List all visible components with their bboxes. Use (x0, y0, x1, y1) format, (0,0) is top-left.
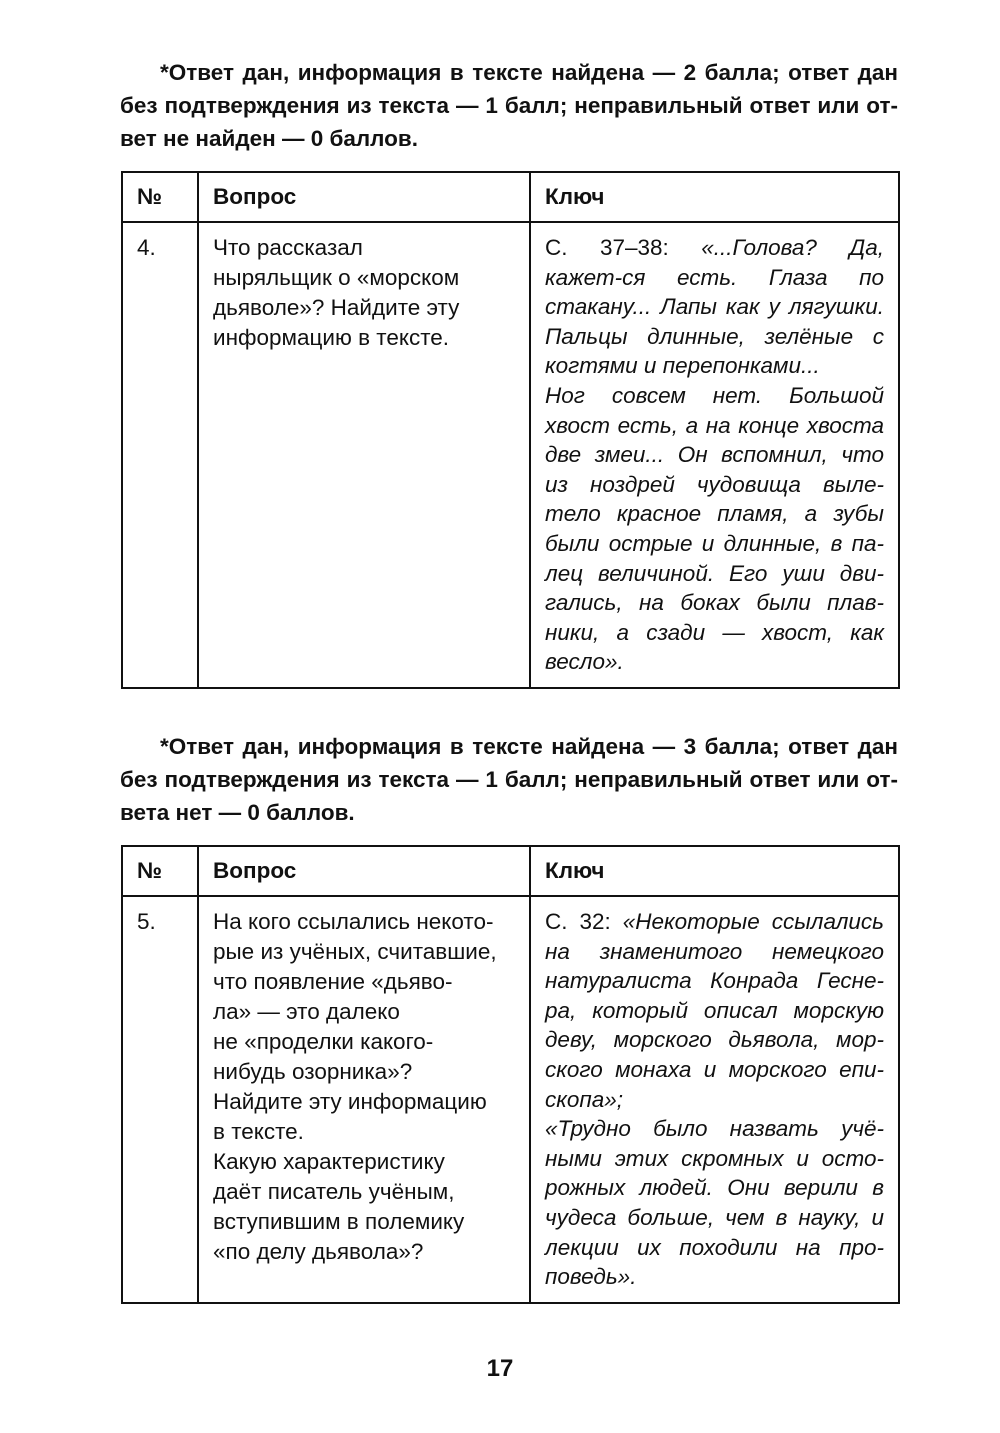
scoring-note-2: *Ответ дан, информация в тексте найдена — 3 балла; ответ дан без подтверждения из текста — 1 балл; неправильный ответ или от-вета нет — 0 баллов. (120, 734, 898, 825)
header-num: № (122, 172, 198, 222)
row-number: 5. (137, 909, 156, 934)
header-num: № (122, 846, 198, 896)
key-page-reference: С. 32: (545, 909, 623, 934)
key-text (531, 897, 898, 1302)
table-row (122, 222, 899, 688)
question-text: Что рассказал ныряльщик о «морском дьяволе»? Найдите эту информацию в тексте. (213, 235, 460, 350)
key-text (531, 223, 898, 687)
answer-key-table-1 (121, 171, 900, 689)
answer-key-table-2 (121, 845, 900, 1304)
cell-num (122, 896, 198, 1303)
cell-key (530, 222, 899, 688)
header-key: Ключ (530, 172, 899, 222)
key-page-reference: С. 37–38: (545, 235, 702, 260)
table-row (122, 896, 899, 1303)
cell-question (198, 896, 530, 1303)
cell-question (198, 222, 530, 688)
key-quote: «Некоторые ссылались на знаменитого немецкого натуралиста Конрада Гесне-ра, который описал морскую деву, морского дьявола, мор-ского монаха и морского епи-скопа»; «Трудно было назвать учё-ными этих скромных и осто-рожных людей. Они верили в чудеса больше, чем в науку, и лекции их походили на про-поведь». (545, 909, 885, 1290)
page-number: 17 (486, 1355, 514, 1382)
header-question: Вопрос (198, 172, 530, 222)
table-header-row (122, 846, 899, 896)
key-quote: «...Голова? Да, кажет-ся есть. Глаза по стакану... Лапы как у лягушки. Пальцы длинные, зелёные с когтями и перепонками... Ног совсем нет. Большой хвост есть, а на конце хвоста две змеи... Он вспомнил, что из ноздрей чудовища выле-тело красное пламя, а зубы были острые и длинные, в па-лец величиной. Его уши дви-гались, на боках были плав-ники, а сзади — хвост, как весло». (545, 235, 884, 675)
question-text: На кого ссылались некото- рые из учёных, считавшие, что появление «дьяво- ла» — это далеко не «проделки какого- нибудь озорника»? Найдите эту информацию в тексте. Какую характеристику даёт писатель учёным, вступившим в полемику «по делу дьявола»? (213, 909, 497, 1264)
header-question: Вопрос (198, 846, 530, 896)
table-header-row (122, 172, 899, 222)
cell-num (122, 222, 198, 688)
header-key: Ключ (530, 846, 899, 896)
scoring-note-1: *Ответ дан, информация в тексте найдена — 2 балла; ответ дан без подтверждения из текста — 1 балл; неправильный ответ или от-вет не найден — 0 баллов. (120, 60, 898, 151)
row-number: 4. (137, 235, 156, 260)
cell-key (530, 896, 899, 1303)
